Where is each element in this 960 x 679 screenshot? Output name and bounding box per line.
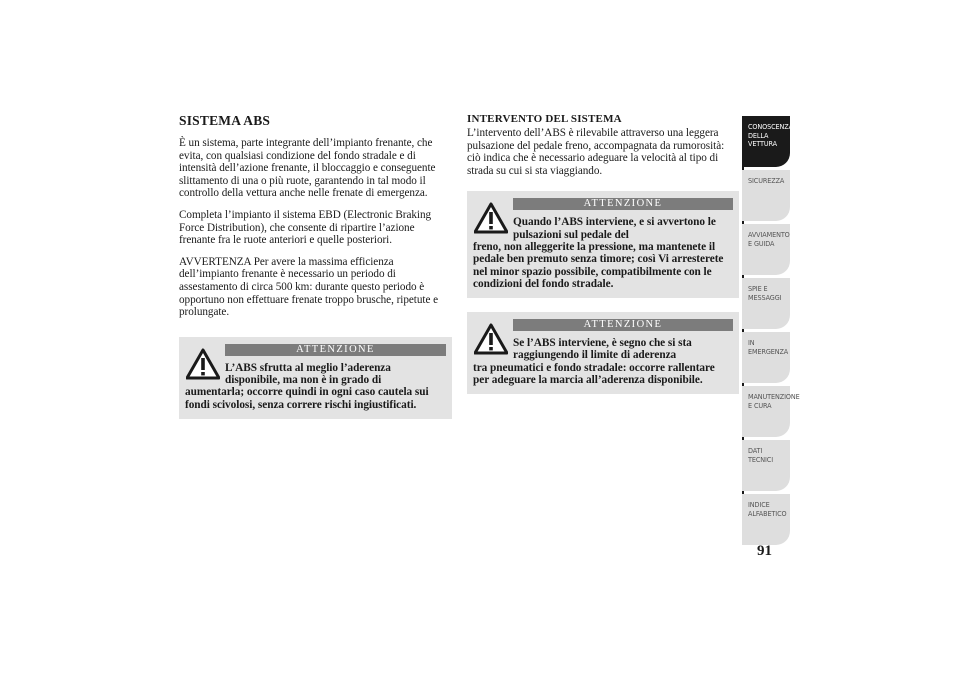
warning-text [185, 362, 446, 411]
warning-box [179, 337, 452, 419]
warning-text-2-first: Se l’ABS interviene, è segno che si sta raggiungendo il limite di aderenza [513, 337, 692, 362]
paragraph-intervento: L’intervento dell’ABS è rilevabile attraverso una leggera pulsazione del pedale freno, accompagnata da rumorosità: ciò indica che è necessario adeguare la velocità al tipo di strada su cui si sta viaggiando. [467, 127, 725, 177]
warning-text-2-rest: tra pneumatici e fondo stradale: occorre rallentare per adeguare la marcia all’aderenza disponibile. [473, 361, 715, 387]
tab-indice-alfabetico[interactable]: INDICE ALFABETICO [742, 494, 790, 545]
tab-spie-e-messaggi[interactable]: SPIE E MESSAGGI [742, 278, 790, 329]
warning-text-2 [473, 337, 733, 386]
warning-header: ATTENZIONE [225, 344, 446, 356]
tab-avviamento-e-guida[interactable]: AVVIAMENTO E GUIDA [742, 224, 790, 275]
left-column [179, 113, 452, 419]
warning-text-rest: aumentarla; occorre quindi in ogni caso cautela sui fondi scivolosi, senza correre rischi ingiustificati. [185, 386, 429, 411]
warning-box-2 [467, 312, 739, 394]
tab-conoscenza-della-vettura[interactable]: CONOSCENZA DELLA VETTURA [742, 116, 790, 167]
paragraph-ebd: Completa l’impianto il sistema EBD (Electronic Braking Force Distribution), che consente di ripartire l’azione frenante fra le ruote anteriori e quelle posteriori. [179, 208, 432, 247]
tab-manutenzione-e-cura[interactable]: MANUTENZIONE E CURA [742, 386, 790, 437]
warning-text-1 [473, 216, 733, 290]
paragraph-abs-intro: È un sistema, parte integrante dell’impianto frenante, che evita, con qualsiasi condizione del fondo stradale e di intensità dell’azione frenante, il bloccaggio e conseguente slittamento di una o più ruote, garantendo in tal modo il controllo della vettura anche nelle frenate di emergenza. [179, 137, 436, 200]
section-title-intervento: INTERVENTO DEL SISTEMA [467, 113, 622, 125]
tab-in-emergenza[interactable]: IN EMERGENZA [742, 332, 790, 383]
warning-triangle-icon [186, 348, 220, 380]
warning-box-1 [467, 191, 739, 298]
right-column [467, 113, 739, 394]
warning-text-1-first: Quando l’ABS interviene, e si avvertono le pulsazioni sul pedale del [513, 216, 716, 241]
paragraph-avvertenza: AVVERTENZA Per avere la massima efficienza dell’impianto frenante è necessario un periodo di assestamento di circa 500 km: durante questo periodo è opportuno non effettuare frenate troppo brusche, ripetute e prolungate. [179, 255, 439, 319]
tab-sicurezza[interactable]: SICUREZZA [742, 170, 790, 221]
warning-triangle-icon [474, 323, 508, 355]
tab-dati-tecnici[interactable]: DATI TECNICI [742, 440, 790, 491]
warning-text-first: L’ABS sfrutta al meglio l’aderenza disponibile, ma non è in grado di [225, 361, 391, 387]
page-number: 91 [757, 543, 772, 559]
warning-text-1-rest: freno, non alleggerite la pressione, ma mantenete il pedale ben premuto senza timore; così Vi arresterete nel minor spazio possibile, compatibilmente con le condizioni del fondo stradale. [473, 240, 724, 290]
chapter-tabs [742, 116, 800, 548]
warning-header-1: ATTENZIONE [513, 198, 733, 210]
warning-header-2: ATTENZIONE [513, 319, 733, 331]
section-title-abs: SISTEMA ABS [179, 113, 271, 128]
warning-triangle-icon [474, 202, 508, 234]
